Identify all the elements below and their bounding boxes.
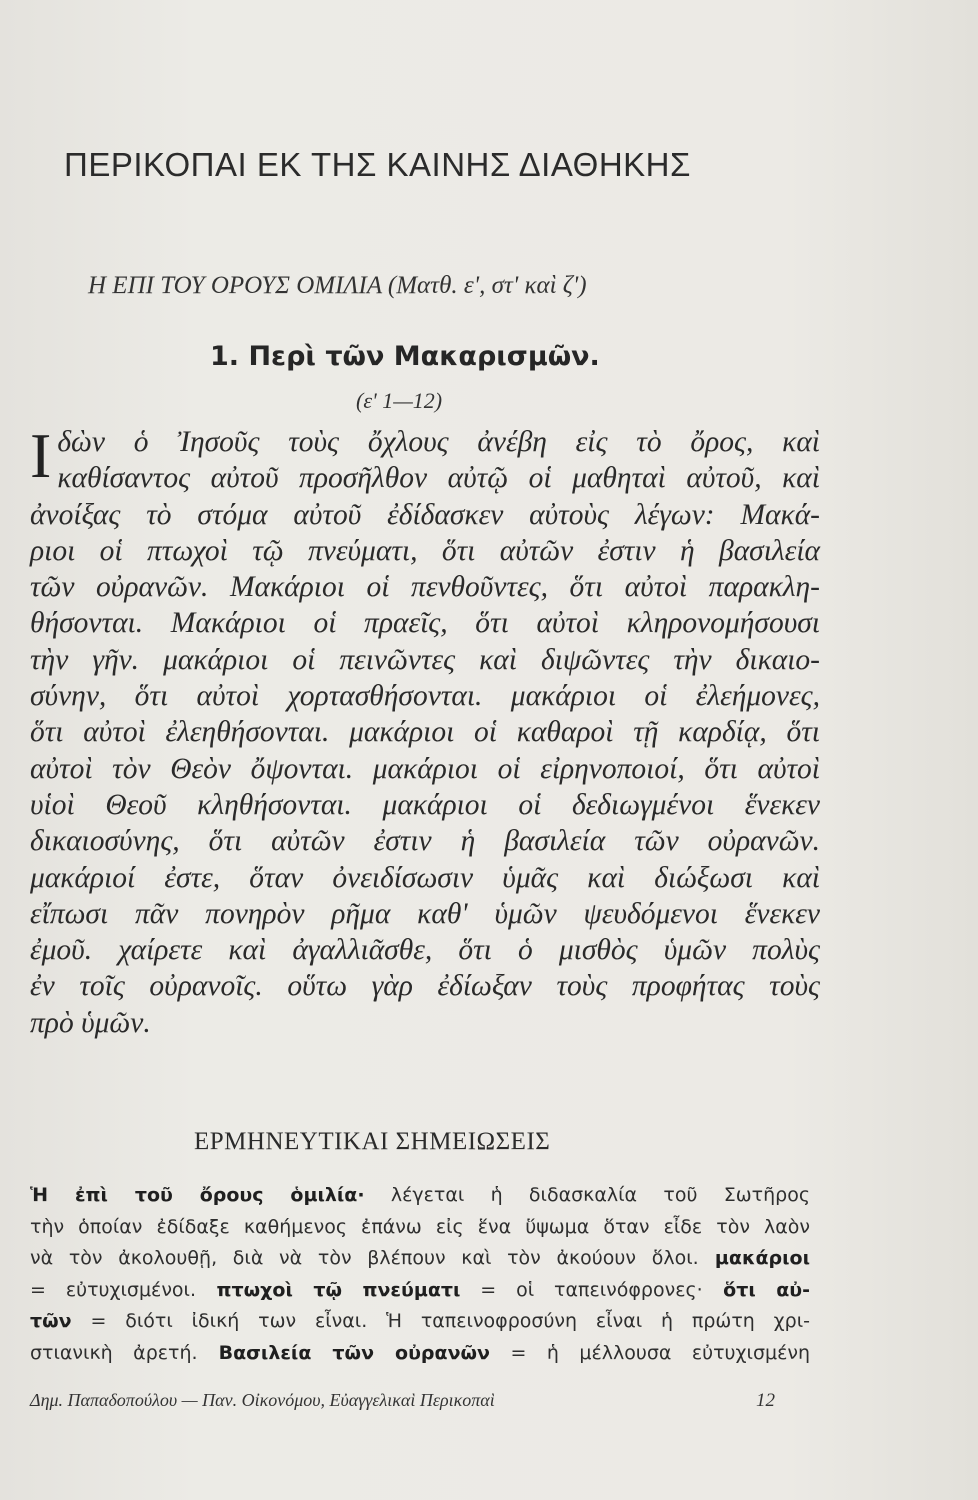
text-line: ὅτι αὐτοὶ ἐλεηθήσονται. μακάριοι οἱ καθαροὶ τῇ καρδίᾳ, ὅτι	[30, 716, 820, 749]
chapter-subtitle: Η ΕΠΙ ΤΟΥ ΟΡΟΥΣ ΟΜΙΛΙΑ (Ματθ. ε', στ' καὶ ζ')	[88, 272, 587, 299]
text-line: δικαιοσύνης, ὅτι αὐτῶν ἐστιν ἡ βασιλεία τῶν οὐρανῶν.	[30, 825, 820, 858]
explanatory-notes	[30, 1180, 810, 1369]
section-reference: (ε' 1—12)	[356, 388, 443, 413]
note-text: = εὐτυχισμένοι.	[30, 1278, 197, 1301]
text-line: μακάριοί ἐστε, ὅταν ὀνειδίσωσιν ὑμᾶς καὶ διώξωσι καὶ	[30, 861, 820, 894]
note-term: ὅτι αὐ-	[702, 1278, 810, 1301]
text-line: καθίσαντος αὐτοῦ προσῆλθον αὐτῷ οἱ μαθηταὶ αὐτοῦ, καὶ	[57, 462, 820, 495]
note-term: μακάριοι	[698, 1247, 810, 1269]
note-line	[30, 1243, 810, 1275]
notes-heading: ΕΡΜΗΝΕΥΤΙΚΑΙ ΣΗΜΕΙΩΣΕΙΣ	[194, 1128, 551, 1155]
scripture-text	[30, 420, 820, 1041]
note-text: τὴν ὁποίαν ἐδίδαξε καθήμενος ἐπάνω εἰς ἕνα ὕψωμα ὅταν εἶδε τὸν λαὸν	[30, 1215, 810, 1238]
text-line: ἀνοίξας τὸ στόμα αὐτοῦ ἐδίδασκεν αὐτοὺς λέγων: Μακά-	[30, 498, 820, 531]
text-line: τῶν οὐρανῶν. Μακάριοι οἱ πενθοῦντες, ὅτι αὐτοὶ παρακλη-	[30, 571, 820, 604]
note-term: Βασιλεία τῶν οὐρανῶν	[197, 1341, 490, 1364]
text-line: ἐν τοῖς οὐρανοῖς. οὕτω γὰρ ἐδίωξαν τοὺς προφήτας τοὺς	[30, 970, 820, 1003]
note-line	[30, 1275, 810, 1307]
note-line	[30, 1338, 810, 1370]
section-heading: 1. Περὶ τῶν Μακαρισμῶν.	[210, 341, 600, 372]
text-line: πρὸ ὑμῶν.	[30, 1006, 151, 1039]
page-number: 12	[756, 1390, 775, 1411]
text-line: αὐτοὶ τὸν Θεὸν ὄψονται. μακάριοι οἱ εἰρηνοποιοί, ὅτι αὐτοὶ	[30, 752, 820, 785]
text-line: τὴν γῆν. μακάριοι οἱ πεινῶντες καὶ διψῶντες τὴν δικαιο-	[30, 643, 820, 676]
note-line	[30, 1306, 810, 1338]
note-text: νὰ τὸν ἀκολουθῇ, διὰ νὰ τὸν βλέπουν καὶ τὸν ἀκούουν ὅλοι.	[30, 1247, 699, 1269]
note-text: = ἡ μέλλουσα εὐτυχισμένη	[490, 1341, 811, 1364]
note-text: = διότι ἰδική των εἶναι. Ἡ ταπεινοφροσύνη εἶναι ἡ πρώτη χρι-	[71, 1310, 810, 1332]
note-line	[30, 1212, 810, 1244]
note-text: = οἱ ταπεινόφρονες·	[460, 1278, 703, 1301]
text-line: θήσονται. Μακάριοι οἱ πραεῖς, ὅτι αὐτοὶ κληρονομήσουσι	[30, 607, 820, 640]
text-line: εἴπωσι πᾶν πονηρὸν ρῆμα καθ' ὑμῶν ψευδόμενοι ἕνεκεν	[30, 897, 820, 930]
text-line: σύνην, ὅτι αὐτοὶ χορτασθήσονται. μακάριοι οἱ ἐλεήμονες,	[30, 680, 820, 713]
note-term: Ἡ ἐπὶ τοῦ ὄρους ὁμιλία·	[30, 1184, 365, 1206]
text-line: ἐμοῦ. χαίρετε καὶ ἀγαλλιᾶσθε, ὅτι ὁ μισθὸς ὑμῶν πολὺς	[30, 934, 820, 967]
note-term: πτωχοὶ τῷ πνεύματι	[196, 1278, 461, 1301]
note-line	[30, 1180, 810, 1212]
text-line: ριοι οἱ πτωχοὶ τῷ πνεύματι, ὅτι αὐτῶν ἐστιν ἡ βασιλεία	[30, 534, 820, 567]
text-line: υἱοὶ Θεοῦ κληθήσονται. μακάριοι οἱ δεδιωγμένοι ἕνεκεν	[30, 788, 820, 821]
page-title: ΠΕΡΙΚΟΠΑΙ ΕΚ ΤΗΣ ΚΑΙΝΗΣ ΔΙΑΘΗΚΗΣ	[64, 146, 691, 183]
note-term: τῶν	[30, 1310, 72, 1332]
note-text: στιανικὴ ἀρετή.	[30, 1341, 198, 1364]
note-text: λέγεται ἡ διδασκαλία τοῦ Σωτῆρος	[364, 1184, 810, 1206]
text-line: δὼν ὁ Ἰησοῦς τοὺς ὄχλους ἀνέβη εἰς τὸ ὄρος, καὶ	[57, 426, 820, 458]
footer-credit: Δημ. Παπαδοπούλου — Παν. Οἰκονόμου, Εὐαγγελικαὶ Περικοπαὶ	[30, 1390, 495, 1410]
drop-cap: Ι	[30, 420, 52, 491]
